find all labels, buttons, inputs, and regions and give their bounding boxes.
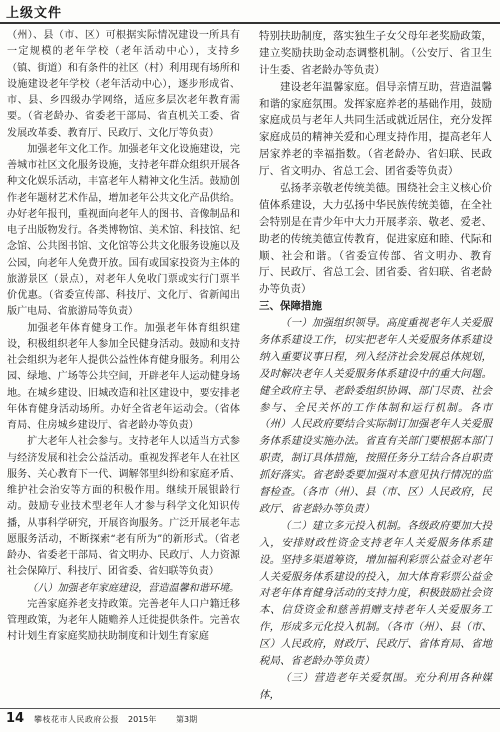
subheading-family: （八）加强老年家庭建设，营造温馨和谐环境。 [27,582,240,594]
section-heading-safeguards: 三、保障措施 [259,300,322,313]
right-column [259,28,492,704]
page-header [0,0,500,24]
gazette-year: 2015年 [128,715,157,724]
paragraph-filial-piety: 弘扬孝亲敬老传统美德。围绕社会主义核心价值体系建设，大力弘扬中华民族传统美德，在全社会特别是在青少年中大力开展孝亲、敬老、爱老、助老的传统美德宣传教育，促进家庭和睦、代际和顺、社会和谐。（省委宣传部、省文明办、教育厅、民政厅、省总工会、团省委、省妇联、省老龄办等负责） [259,182,492,296]
header-rule [0,22,500,24]
gazette-issue: 第3期 [176,715,198,724]
page-footer [0,708,500,732]
paragraph-leadership: （一）加强组织领导。高度重视老年人关爱服务体系建设工作，切实把老年人关爱服务体系建设纳入重要议事日程，列入经济社会发展总体规划，及时解决老年人关爱服务体系建设中的重大问题。健全政府主导、老龄委组织协调、部门尽责、社会参与、全民关怀的工作体制和运行机制。各市（州）人民政府要结合实际制订加强老年人关爱服务体系建设实施办法。省直有关部门要根据本部门职责，制订具体措施，按照任务分工结合各自职责抓好落实。省老龄委要加强对本意见执行情况的监督检查。（各市（州）、县（市、区）人民政府，民政厅、省老龄办等负责） [259,317,492,515]
paragraph-atmosphere: （三）营造老年关爱氛围。充分利用各种媒体， [259,671,492,701]
paragraph-social-participation: 扩大老年人社会参与。支持老年人以适当方式参与经济发展和社会公益活动。重视发挥老年人在社区服务、关心教育下一代、调解邻里纠纷和家庭矛盾、维护社会治安等方面的积极作用。继续开展银龄行动。鼓励专业技术型老年人才参与科学文化知识传播，从事科学研究，开展咨询服务。广泛开展老年志愿服务活动，不断探索“老有所为”的新形式。（省老龄办、省委老干部局、省文明办、民政厅、人力资源社会保障厅、科技厅、团省委、省妇联等负责） [7,436,240,578]
paragraph-culture: 加强老年文化工作。加强老年文化设施建设，完善城市社区文化服务设施，支持老年群众组织开展各种文化娱乐活动，丰富老年人精神文化生活。鼓励创作老年题材艺术作品，增加老年公共文化产品供给。办好老年报刊，重视面向老年人的图书、音像制品和电子出版物发行。各类博物馆、美术馆、科技馆、纪念馆、公共图书馆、文化馆等公共文化服务设施以及公园，向老年人免费开放。国有或国家投资为主体的旅游景区（景点），对老年人免收门票或实行门票半价优惠。（省委宣传部、科技厅、文化厅、省新闻出版广电局、省旅游局等负责） [7,143,240,318]
paragraph-family-policy: 完善家庭养老支持政策。完善老年人口户籍迁移管理政策，为老年人随赡养人迁徙提供条件。完善农村计划生育家庭奖励扶助制度和计划生育家庭 [7,598,240,643]
paragraph-family-policy-continued: 特别扶助制度，落实独生子女父母年老奖励政策，建立奖励扶助金动态调整机制。（公安厅、省卫生计生委、省老龄办等负责） [259,30,492,76]
left-column [7,28,240,646]
section-title: 上级文件 [6,6,63,21]
paragraph-investment: （二）建立多元投入机制。各级政府要加大投入，安排财政性资金支持老年人关爱服务体系建设。坚持多渠道筹资，增加福利彩票公益金对老年人关爱服务体系建设的投入，加大体育彩票公益金对老年体育健身活动的支持力度，积极鼓励社会资本、信贷资金和慈善捐赠支持老年人关爱服务工作，形成多元化投入机制。（各市（州）、县（市、区）人民政府，财政厅、民政厅、省体育局、省地税局、省老龄办等负责） [259,519,492,667]
gazette-name: 攀枝花市人民政府公报 [34,715,119,724]
paragraph-warm-family: 建设老年温馨家庭。倡导亲情互助，营造温馨和谐的家庭氛围。发挥家庭养老的基础作用，鼓励家庭成员与老年人共同生活或就近居住，充分发挥家庭成员的精神关爱和心理支持作用，提高老年人居家养老的幸福指数。（省老龄办、省妇联、民政厅、省文明办、省总工会、团省委等负责） [259,80,492,178]
paragraph-sports: 加强老年体育健身工作。加强老年体育组织建设，积极组织老年人参加全民健身活动。鼓励和支持社会组织为老年人提供公益性体育健身服务。利用公园、绿地、广场等公共空间，开辟老年人运动健身场地。在城乡建设、旧城改造和社区建设中，要安排老年体育健身活动场所。办好全省老年运动会。（省体育局、住房城乡建设厅、省老龄办等负责） [7,322,240,431]
page-number: 14 [6,711,25,726]
paragraph-education-continued: （州）、县（市、区）可根据实际情况建设一所具有一定规模的老年学校（老年活动中心），支持乡（镇、街道）和有条件的社区（村）利用现有场所和设施建设老年学校（老年活动中心），逐步形成省、市、县、乡四级办学网络，适应多层次老年教育需要。（省老龄办、省委老干部局、省直机关工委、省发展改革委、教育厅、民政厅、文化厅等负责） [7,30,240,139]
